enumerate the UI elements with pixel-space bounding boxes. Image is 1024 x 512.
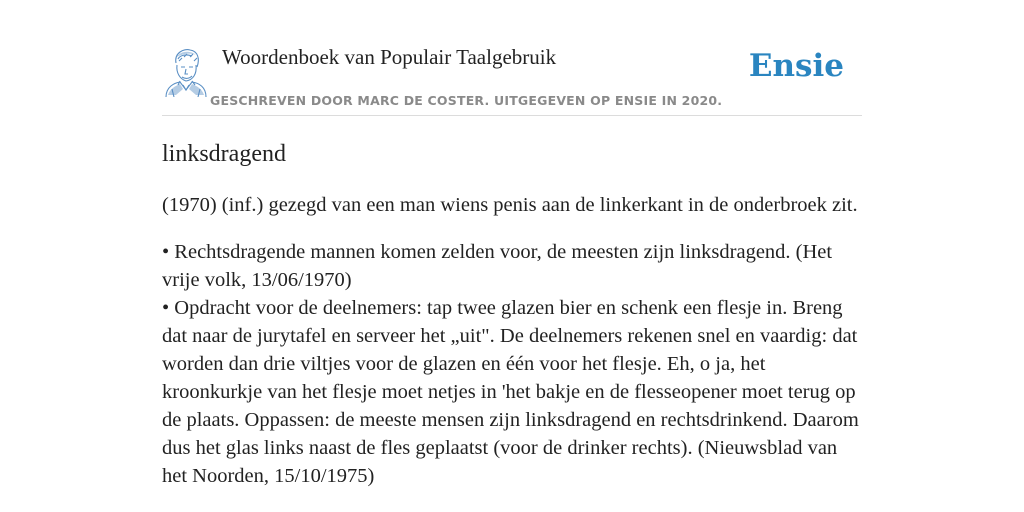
book-header (162, 40, 862, 116)
entry-definition: (1970) (inf.) gezegd van een man wiens penis aan de linkerkant in de onderbroek zit. (162, 194, 858, 216)
entry-content (162, 138, 866, 490)
entry-examples (162, 238, 866, 490)
entry-word: linksdragend (162, 141, 286, 167)
ensie-logo-link[interactable]: Ensie (748, 48, 844, 84)
book-meta: GESCHREVEN DOOR MARC DE COSTER. UITGEGEVEN OP ENSIE IN 2020. (210, 93, 723, 108)
author-portrait-icon (162, 45, 210, 97)
example-item: • Rechtsdragende mannen komen zelden voor, de meesten zijn linksdragend. (Het vrije volk, 13/06/1970) (162, 241, 833, 291)
example-item: • Opdracht voor de deelnemers: tap twee glazen bier en schenk een flesje in. Breng dat naar de jurytafel en serveer het „uit". De deelnemers rekenen snel en vaardig: dat worden dan drie viltjes voor de glazen en één voor het flesje. Eh, o ja, het kroonkurkje van het flesje moet netjes in 'het bakje en de flesseopener moet terug op de plaats. Oppassen: de meeste mensen zijn linksdragend en rechtsdrinkend. Daarom dus het glas links naast de fles geplaatst (voor de drinker rechts). (Nieuwsblad van het Noorden, 15/10/1975) (162, 297, 859, 487)
book-title[interactable]: Woordenboek van Populair Taalgebruik (222, 45, 557, 69)
